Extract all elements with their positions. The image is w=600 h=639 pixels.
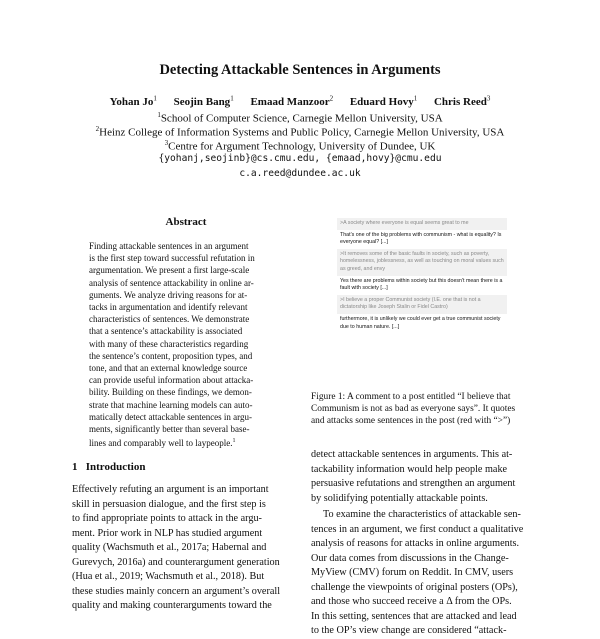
author: Eduard Hovy$^1$	[349, 94, 418, 108]
author: Chris Reed$^3$	[433, 94, 491, 108]
email-line: {yohanj,seojinb}@cs.cmu.edu, {emaad,hovy}@cmu.edu	[158, 153, 442, 164]
author-list	[0, 94, 600, 108]
paper-title: Detecting Attackable Sentences in Arguments	[159, 62, 441, 78]
right-column-paragraph: To examine the characteristics of attackable sen- tences in an argument, we first conduct a qualitative analysis of reasons for attacks in online arguments. Our data comes from discussions in the Change- MyView (CMV) forum on Reddit. In CMV, users challenge the viewpoints of original posters (OPs), and those who succeed receive a Δ from the OPs. In this setting, sentences that are attacked and lead to the OP’s view change are considered “attack-	[311, 509, 524, 636]
figure-1	[337, 218, 507, 333]
right-column-paragraph: detect attackable sentences in arguments. This at- tackability information would help people make persuasive refutations and strengthen an argument by solidifying potentially attackable points.	[311, 449, 516, 504]
abstract-heading: Abstract	[165, 216, 207, 228]
author: Yohan Jo$^1$	[109, 94, 157, 108]
figure-caption: Figure 1: A comment to a post entitled “I believe that Communism is not as bad as everyone says”. It quotes and attacks some sentences in the post (red with “>”)	[311, 392, 516, 427]
introduction-text: Effectively refuting an argument is an important skill in persuasion dialogue, and the first step is to find appropriate points to attack in the argu- ment. Prior work in NLP has studied argument quality (Wachsmuth et al., 2017a; Habernal and Gurevych, 2016a) and counterargument generation (Hua et al., 2019; Wachsmuth et al., 2018). But these studies mainly concern an argument’s overall quality and making counterarguments toward the	[72, 484, 281, 611]
reply-text: That's one of the big problems with communism - what is equality? Is everyone equal? [...]	[340, 231, 502, 246]
affiliation: $^1$School of Computer Science, Carnegie Mellon University, USA	[157, 111, 443, 125]
section-heading: 1 Introduction	[72, 461, 146, 473]
author: Emaad Manzoor$^2$	[250, 94, 334, 108]
footnote-mark: 1	[232, 438, 236, 445]
affiliation: $^3$Centre for Argument Technology, University of Dundee, UK	[164, 139, 436, 153]
abstract-body: Finding attackable sentences in an argument is the first step toward successful refutation in argumentation. We present a first large-scale analysis of sentence attackability in online ar- guments. We analyze driving reasons for at- tacks in argumentation and identify relevant characteristics of sentences. We demonstrate that a sentence’s attackability is associated with many of these characteristics regarding the sentence’s content, proposition types, and tone, and that an external knowledge source can provide useful information about attacka- bility. Building on these findings, we demon- strate that machine learning models can auto- matically detect attackable sentences in argu- ments, significantly better than several base- lines and comparably well to laypeople.$^1$	[89, 241, 255, 449]
quoted-sentence: >A society where everyone is equal seems great to me	[337, 218, 507, 230]
reply-text: furthermore, it is unlikely we could ever get a true communist society due to human nature. [...]	[340, 315, 501, 330]
author: Seojin Bang$^1$	[173, 94, 234, 108]
quoted-sentence: >It removes some of the basic faults in society, such as poverty, homelessness, joblessness, as well as touching on moral values such as greed, and envy	[337, 249, 507, 276]
email-line: c.a.reed@dundee.ac.uk	[239, 168, 361, 179]
quoted-sentence: >I believe a proper Communist society (I.E. one that is not a dictatorship like Joseph Stalin or Fidel Castro)	[337, 295, 507, 314]
reply-text: Yes there are problems within society but this doesn't mean there is a fault with society [...]	[340, 277, 503, 292]
affiliation: $^2$Heinz College of Information Systems and Public Policy, Carnegie Mellon University, USA	[95, 125, 505, 139]
